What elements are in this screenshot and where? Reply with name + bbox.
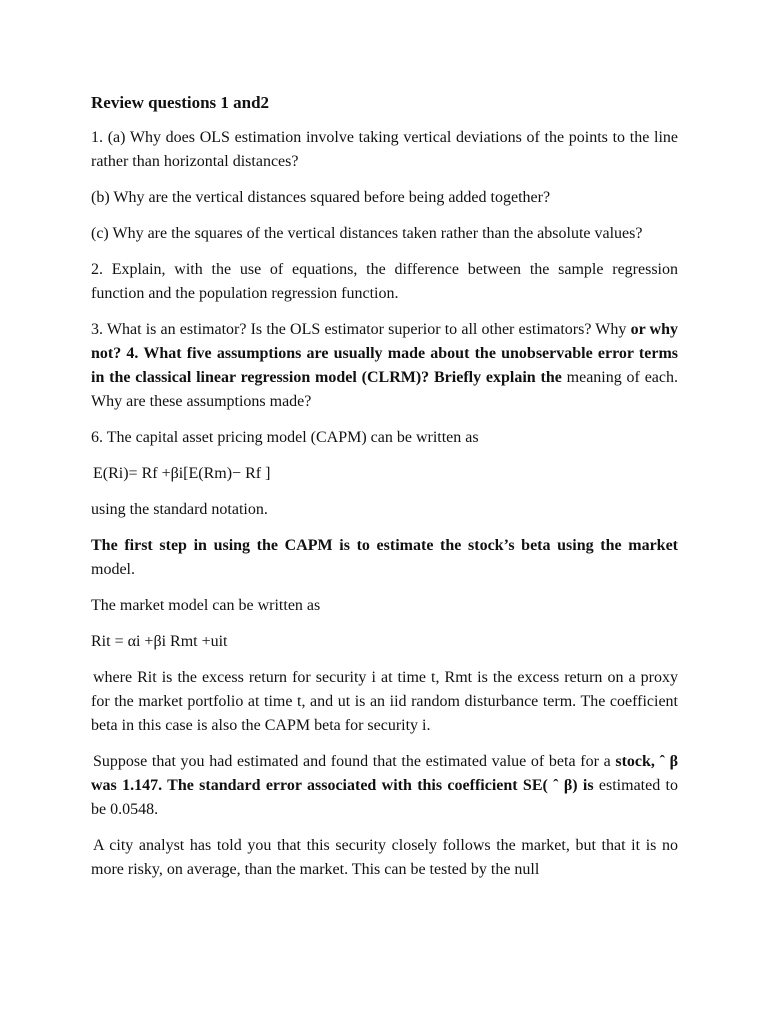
capm-equation: E(Ri)= Rf +βi[E(Rm)− Rf ] (93, 465, 271, 482)
where-paragraph: where Rit is the excess return for security i at time t, Rmt is the excess return on a proxy for the market portfolio at time t, and ut is an iid random disturbance term. The coefficient beta in this case is also the CAPM beta for security i. (91, 669, 678, 734)
page-title: Review questions 1 and2 (91, 93, 270, 112)
suppose-paragraph (91, 750, 678, 822)
question-4-text: or why not? 4. What five assumptions are usually made about the unobservable error terms in the classical linear regression model (CLRM)? Briefly explain the (91, 321, 679, 386)
question-2: 2. Explain, with the use of equations, the difference between the sample regression function and the population regression function. (91, 261, 678, 302)
question-3-4 (91, 318, 678, 414)
document-page (91, 91, 678, 894)
question-1c: (c) Why are the squares of the vertical distances taken rather than the absolute values? (91, 225, 643, 242)
question-6-intro: 6. The capital asset pricing model (CAPM) can be written as (91, 429, 479, 446)
question-3-text: 3. What is an estimator? Is the OLS estimator superior to all other estimators? Why (91, 321, 627, 338)
suppose-tail-text: estimated to be 0.0548. (91, 777, 678, 818)
analyst-paragraph: A city analyst has told you that this security closely follows the market, but that it is no more risky, on average, than the market. This can be tested by the null (91, 837, 678, 878)
first-step-paragraph (91, 534, 678, 582)
market-model-intro: The market model can be written as (91, 597, 321, 614)
notation-text: using the standard notation. (91, 501, 268, 518)
market-model-equation: Rit = αi +βi Rmt +uit (91, 633, 228, 650)
question-1a: 1. (a) Why does OLS estimation involve taking vertical deviations of the points to the line rather than horizontal distances? (91, 129, 678, 170)
first-step-bold-text: The first step in using the CAPM is to estimate the stock’s beta using the market (91, 537, 678, 554)
suppose-text: Suppose that you had estimated and found that the estimated value of beta for a (93, 753, 611, 770)
suppose-bold-text: stock, ˆ β was 1.147. The standard error associated with this coefficient SE( ˆ β) is (91, 753, 679, 794)
question-4-tail: meaning of each. Why are these assumptions made? (91, 369, 678, 410)
question-1b: (b) Why are the vertical distances squared before being added together? (91, 189, 551, 206)
first-step-tail-text: model. (91, 561, 135, 578)
